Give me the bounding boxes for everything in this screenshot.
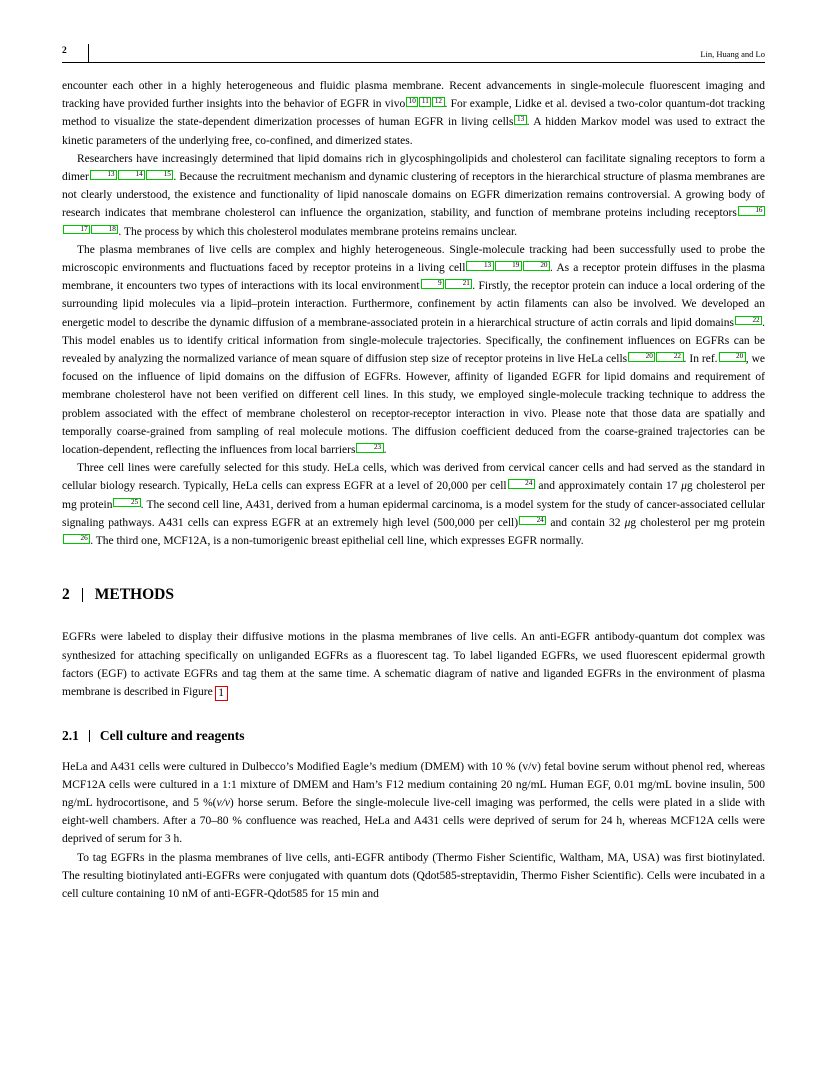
citation-link[interactable]: 26 [63, 534, 90, 544]
running-title: Lin, Huang and Lo [700, 49, 765, 59]
paragraph: The plasma membranes of live cells are complex and highly heterogeneous. Single-molecule tracking had been successfully used to probe the microscopic environments and fluctuations faced by receptor proteins in a living cell $^{13}$ $^{19}$ $^{20}$ . As a receptor protein diffuses in the plasma membrane, it encounters two types of interactions with its local environment $^9$ $^{21}$ . Firstly, the receptor protein can induce a local ordering of the surrounding lipid molecules via a lipid–protein interaction. Furthermore, confinement by actin filaments can also be involved. We developed an energetic model to describe the dynamic diffusion of a membrane-associated protein in a hierarchical structure of actin corrals and lipid domains $^{22}$ . This model enables us to identify critical information from single-molecule trajectories. Specifically, the confinement influences on EGFRs can be revealed by analyzing the normalized variance of mean square of diffusion step size of receptor proteins in live HeLa cells $^{20}$ $^{22}$ . In ref. $^{20}$ , we focused on the influence of lipid domains on the diffusion of EGFRs. However, affinity of liganded EGFR for lipid domains and requirement of membrane cholesterol have not been verified on different cell lines. In this study, we employed single-molecule tracking technique to address the problem associated with the effect of membrane cholesterol on receptor-receptor interaction in vivo. Please note that those data are spatially and temporally coarse-grained from sampling of real molecule motions. The diffusion coefficient deduced from the coarse-grained trajectories can be location-dependent, reflecting the influences from local barriers $^{23}$ . [62, 243, 765, 457]
section-title: METHODS [94, 586, 174, 604]
page-number: 2 [62, 46, 67, 56]
citation-link[interactable]: 13 [514, 115, 526, 125]
citation-link[interactable]: 20 [523, 261, 550, 271]
citation-link[interactable]: 24 [519, 516, 546, 526]
italic-text: μ [624, 516, 631, 529]
paragraph: HeLa and A431 cells were cultured in Dulbecco’s Modified Eagle’s medium (DMEM) with 10 % (v/v) fetal bovine serum without phenol red, whereas MCF12A cells were cultured in a 1:1 mixture of DMEM and Ham’s F12 medium containing 20 ng/mL Human EGF, 0.01 mg/mL bovine insulin, 500 ng/mL hydrocortisone, and 5 %(v/v) horse serum. Before the single-molecule live-cell imaging was performed, the cells were plated in a slide with eight-well chambers. After a 70–80 % confluence was reached, HeLa and A431 cells were deprived of serum for 24 h, whereas MCF12A cells were deprived of serum for 3 h. [62, 760, 765, 846]
subsection-heading [62, 727, 765, 745]
citation-link[interactable]: 20 [719, 352, 746, 362]
article-body [62, 77, 765, 903]
citation-link[interactable]: 10 [406, 97, 418, 107]
citation-link[interactable]: 14 [118, 170, 145, 180]
section-number: 2.1 [62, 728, 79, 744]
header-divider-bar [88, 44, 89, 62]
running-header [62, 45, 765, 62]
figure-ref-link[interactable]: 1 [215, 686, 228, 701]
citation-link[interactable]: 13 [466, 261, 493, 271]
paragraph: encounter each other in a highly heterogeneous and fluidic plasma membrane. Recent advancements in single-molecule fluorescent imaging and tracking have provided further insights into the behavior of EGFR in vivo $^{10}$ $^{11}$ $^{12}$ . For example, Lidke et al. devised a two-color quantum-dot tracking method to visualize the state-dependent dimerization processes of human EGFR in living cells $^{13}$ . A hidden Markov model was used to extract the kinetic parameters of the underlying free, co-confined, and dimerized states. [62, 80, 766, 147]
italic-text: μ [681, 480, 687, 493]
citation-link[interactable]: 18 [91, 225, 118, 235]
heading-divider-bar [89, 730, 90, 742]
citation-link[interactable]: 21 [445, 279, 472, 289]
citation-link[interactable]: 24 [508, 479, 535, 489]
citation-link[interactable]: 13 [90, 170, 117, 180]
citation-link[interactable]: 19 [495, 261, 522, 271]
citation-link[interactable]: 15 [146, 170, 173, 180]
section-number: 2 [62, 586, 70, 604]
paragraph: EGFRs were labeled to display their diffusive motions in the plasma membranes of live cells. An anti-EGFR antibody-quantum dot complex was synthesized for attaching specifically on unliganded EGFRs as a fluorescent tag. To label liganded EGFRs, we used fluorescent epidermal growth factors (EGF) to activate EGFRs and tag them at the same time. A schematic diagram of native and liganded EGFRs in the environment of plasma membrane is described in Figure 1 [62, 631, 765, 700]
italic-text: v/v [216, 796, 230, 809]
citation-link[interactable]: 22 [656, 352, 683, 362]
paragraph: Three cell lines were carefully selected for this study. HeLa cells, which was derived from cervical cancer cells and had served as the standard in cellular biology research. Typically, HeLa cells can express EGFR at a level of 20,000 per cell $^{24}$ and approximately contain 17 μg cholesterol per mg protein $^{25}$ . The second cell line, A431, derived from a human epidermal carcinoma, is a model system for the study of cancer-associated cellular signaling pathways. A431 cells can express EGFR at an extremely high level (500,000 per cell) $^{24}$ and contain 32 μg cholesterol per mg protein$^{26}$ . The third one, MCF12A, is a non-tumorigenic breast epithelial cell line, which expresses EGFR normally. [62, 462, 766, 548]
citation-link[interactable]: 17 [63, 225, 90, 235]
paragraph: To tag EGFRs in the plasma membranes of live cells, anti-EGFR antibody (Thermo Fisher Scientific, Waltham, MA, USA) was first biotinylated. The resulting biotinylated anti-EGFRs were conjugated with quantum dots (Qdot585-streptavidin, Thermo Fisher Scientific). Cells were incubated in a cell culture containing 10 nM of anti-EGFR-Qdot585 for 15 min and [62, 851, 765, 900]
citation-link[interactable]: 12 [432, 97, 444, 107]
citation-link[interactable]: 16 [738, 206, 765, 216]
citation-link[interactable]: 20 [628, 352, 655, 362]
citation-link[interactable]: 9 [421, 279, 445, 289]
citation-link[interactable]: 22 [735, 316, 762, 326]
section-title: Cell culture and reagents [99, 728, 245, 744]
citation-link[interactable]: 11 [419, 97, 431, 107]
citation-link[interactable]: 23 [356, 443, 383, 453]
header-rule [62, 62, 765, 63]
paragraph: Researchers have increasingly determined that lipid domains rich in glycosphingolipids and cholesterol can facilitate signaling receptors to form a dimer $^{13}$ $^{14}$ $^{15}$ . Because the recruitment mechanism and dynamic clustering of receptors in the hierarchical structure of plasma membranes are not clearly understood, the existence and functionality of lipid nanoscale domains on EGFR dimerization remains controversial. A growing body of research indicates that membrane cholesterol can influence the organization, stability, and function of membrane proteins including receptors $^{1617}$ $^{18}$ . The process by which this cholesterol modulates membrane proteins remains unclear. [62, 152, 765, 238]
section-heading [62, 586, 765, 604]
heading-divider-bar [82, 588, 83, 602]
citation-link[interactable]: 25 [113, 498, 140, 508]
